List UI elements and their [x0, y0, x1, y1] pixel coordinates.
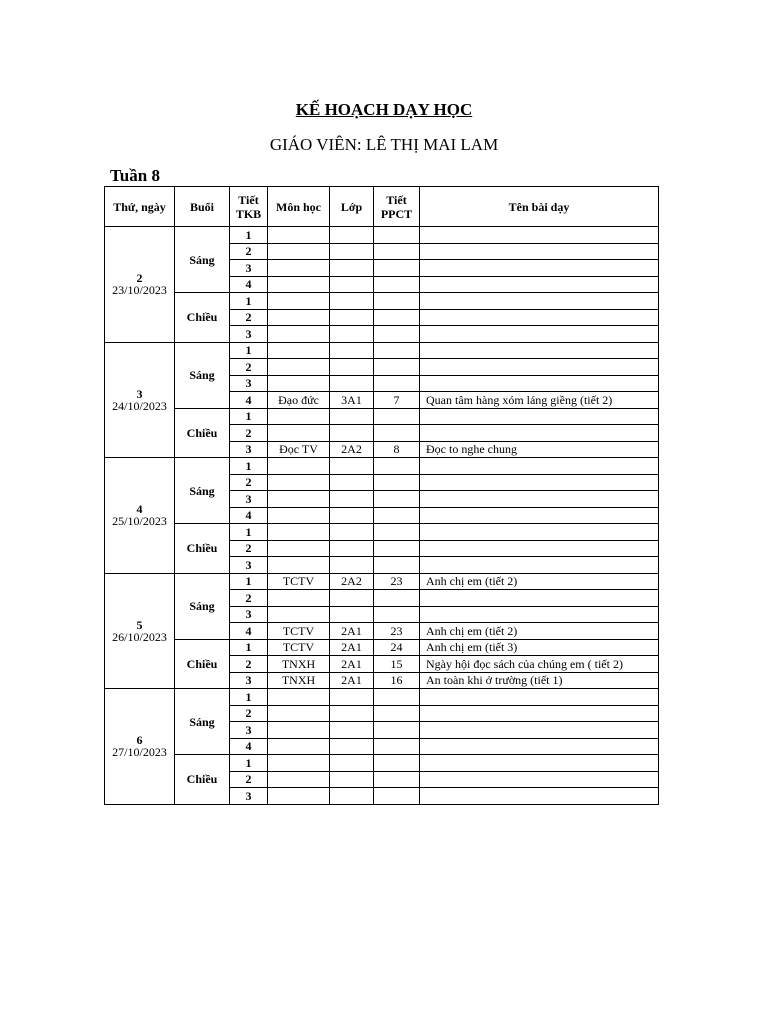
class-cell: [330, 425, 374, 442]
lesson-name-cell: [420, 276, 659, 293]
lesson-name-cell: [420, 491, 659, 508]
lesson-name-cell: [420, 260, 659, 277]
subject-cell: [268, 722, 330, 739]
class-cell: [330, 293, 374, 310]
subject-cell: [268, 243, 330, 260]
lesson-name-cell: [420, 408, 659, 425]
document-title: KẾ HOẠCH DẠY HỌC: [295, 100, 473, 119]
lesson-name-cell: [420, 293, 659, 310]
period-tkb-cell: 2: [230, 540, 268, 557]
lesson-name-cell: An toàn khi ở trường (tiết 1): [420, 672, 659, 689]
period-ppct-cell: [374, 491, 420, 508]
class-cell: 2A1: [330, 656, 374, 673]
class-cell: [330, 359, 374, 376]
subject-cell: TNXH: [268, 672, 330, 689]
class-cell: 2A2: [330, 573, 374, 590]
table-row: [105, 408, 659, 425]
class-cell: [330, 788, 374, 805]
day-cell: [105, 689, 175, 805]
period-tkb-cell: 2: [230, 656, 268, 673]
class-cell: [330, 606, 374, 623]
subject-cell: [268, 491, 330, 508]
period-tkb-cell: 3: [230, 441, 268, 458]
subject-cell: [268, 507, 330, 524]
class-cell: [330, 408, 374, 425]
period-ppct-cell: [374, 606, 420, 623]
period-ppct-cell: 7: [374, 392, 420, 409]
table-row: [105, 524, 659, 541]
subject-cell: [268, 276, 330, 293]
table-row: [105, 573, 659, 590]
table-row: [105, 755, 659, 772]
period-tkb-cell: 1: [230, 293, 268, 310]
class-cell: 2A1: [330, 623, 374, 640]
subject-cell: [268, 293, 330, 310]
session-cell: Chiều: [175, 639, 230, 689]
lesson-plan-table: [104, 186, 659, 805]
period-ppct-cell: [374, 705, 420, 722]
period-ppct-cell: [374, 276, 420, 293]
subject-cell: TCTV: [268, 623, 330, 640]
period-ppct-cell: [374, 474, 420, 491]
day-date: 25/10/2023: [112, 514, 167, 529]
lesson-name-cell: [420, 326, 659, 343]
period-tkb-cell: 2: [230, 590, 268, 607]
header-lesson-name: Tên bài dạy: [420, 187, 659, 227]
period-ppct-cell: [374, 689, 420, 706]
weekday-number: 4: [136, 502, 143, 517]
period-ppct-cell: [374, 243, 420, 260]
class-cell: [330, 507, 374, 524]
lesson-name-cell: [420, 359, 659, 376]
lesson-name-cell: [420, 227, 659, 244]
period-tkb-cell: 3: [230, 375, 268, 392]
period-ppct-cell: [374, 540, 420, 557]
class-cell: [330, 342, 374, 359]
lesson-name-cell: Anh chị em (tiết 2): [420, 573, 659, 590]
subject-cell: [268, 458, 330, 475]
lesson-name-cell: [420, 771, 659, 788]
lesson-name-cell: [420, 755, 659, 772]
day-date: 27/10/2023: [112, 745, 167, 760]
class-cell: [330, 771, 374, 788]
class-cell: [330, 540, 374, 557]
period-ppct-cell: [374, 260, 420, 277]
period-tkb-cell: 3: [230, 326, 268, 343]
period-tkb-cell: 2: [230, 309, 268, 326]
subject-cell: [268, 375, 330, 392]
period-ppct-cell: 16: [374, 672, 420, 689]
teacher-name: GIÁO VIÊN: LÊ THỊ MAI LAM: [269, 135, 499, 154]
subject-cell: [268, 788, 330, 805]
class-cell: [330, 309, 374, 326]
period-tkb-cell: 4: [230, 623, 268, 640]
period-ppct-cell: [374, 507, 420, 524]
period-ppct-cell: [374, 557, 420, 574]
subject-cell: [268, 557, 330, 574]
day-date: 23/10/2023: [112, 283, 167, 298]
subject-cell: Đạo đức: [268, 392, 330, 409]
class-cell: [330, 705, 374, 722]
period-ppct-cell: 24: [374, 639, 420, 656]
period-ppct-cell: [374, 408, 420, 425]
subject-cell: [268, 474, 330, 491]
period-tkb-cell: 3: [230, 672, 268, 689]
class-cell: [330, 738, 374, 755]
period-ppct-cell: [374, 227, 420, 244]
period-ppct-cell: [374, 425, 420, 442]
lesson-name-cell: [420, 738, 659, 755]
day-cell: [105, 342, 175, 458]
class-cell: [330, 491, 374, 508]
period-tkb-cell: 4: [230, 738, 268, 755]
subject-cell: [268, 309, 330, 326]
session-cell: Sáng: [175, 342, 230, 408]
class-cell: [330, 689, 374, 706]
period-tkb-cell: 1: [230, 458, 268, 475]
subject-cell: [268, 359, 330, 376]
period-tkb-cell: 2: [230, 705, 268, 722]
subject-cell: TNXH: [268, 656, 330, 673]
class-cell: [330, 722, 374, 739]
class-cell: [330, 524, 374, 541]
subject-cell: [268, 342, 330, 359]
period-ppct-cell: [374, 738, 420, 755]
session-cell: Sáng: [175, 573, 230, 639]
period-tkb-cell: 3: [230, 606, 268, 623]
period-tkb-cell: 4: [230, 507, 268, 524]
lesson-name-cell: Đọc to nghe chung: [420, 441, 659, 458]
day-cell: [105, 573, 175, 689]
header-period-ppct: Tiết PPCT: [374, 187, 420, 227]
class-cell: [330, 260, 374, 277]
period-ppct-cell: [374, 293, 420, 310]
period-ppct-cell: [374, 771, 420, 788]
lesson-name-cell: [420, 705, 659, 722]
header-session: Buổi: [175, 187, 230, 227]
day-cell: [105, 227, 175, 343]
table-row: [105, 639, 659, 656]
lesson-name-cell: [420, 788, 659, 805]
lesson-name-cell: [420, 524, 659, 541]
period-ppct-cell: [374, 342, 420, 359]
class-cell: 3A1: [330, 392, 374, 409]
class-cell: [330, 474, 374, 491]
subject-cell: [268, 738, 330, 755]
period-tkb-cell: 2: [230, 771, 268, 788]
lesson-name-cell: [420, 458, 659, 475]
class-cell: [330, 243, 374, 260]
lesson-name-cell: [420, 342, 659, 359]
period-tkb-cell: 1: [230, 227, 268, 244]
period-ppct-cell: [374, 524, 420, 541]
class-cell: 2A2: [330, 441, 374, 458]
session-cell: Chiều: [175, 524, 230, 574]
period-tkb-cell: 1: [230, 689, 268, 706]
subject-cell: [268, 606, 330, 623]
subject-cell: [268, 260, 330, 277]
class-cell: [330, 227, 374, 244]
period-ppct-cell: [374, 722, 420, 739]
subject-cell: [268, 227, 330, 244]
session-cell: Sáng: [175, 227, 230, 293]
lesson-name-cell: [420, 309, 659, 326]
weekday-number: 2: [136, 271, 143, 286]
period-tkb-cell: 1: [230, 573, 268, 590]
session-cell: Chiều: [175, 408, 230, 458]
session-cell: Sáng: [175, 458, 230, 524]
weekday-number: 5: [136, 617, 143, 632]
period-tkb-cell: 1: [230, 408, 268, 425]
lesson-name-cell: [420, 243, 659, 260]
lesson-name-cell: [420, 689, 659, 706]
day-date: 26/10/2023: [112, 629, 167, 644]
period-ppct-cell: [374, 458, 420, 475]
lesson-name-cell: [420, 425, 659, 442]
week-label: Tuần 8: [110, 166, 160, 185]
table-header-row: [105, 187, 659, 227]
period-tkb-cell: 3: [230, 722, 268, 739]
period-tkb-cell: 3: [230, 557, 268, 574]
day-date: 24/10/2023: [112, 398, 167, 413]
period-ppct-cell: [374, 326, 420, 343]
subject-cell: [268, 408, 330, 425]
header-class: Lớp: [330, 187, 374, 227]
lesson-name-cell: [420, 606, 659, 623]
subject-cell: [268, 590, 330, 607]
period-tkb-cell: 1: [230, 524, 268, 541]
weekday-number: 3: [136, 386, 143, 401]
header-period-tkb: Tiết TKB: [230, 187, 268, 227]
lesson-name-cell: [420, 540, 659, 557]
subject-cell: [268, 524, 330, 541]
class-cell: [330, 590, 374, 607]
period-tkb-cell: 1: [230, 342, 268, 359]
session-cell: Chiều: [175, 755, 230, 805]
class-cell: [330, 326, 374, 343]
class-cell: [330, 557, 374, 574]
period-ppct-cell: [374, 788, 420, 805]
table-body: [105, 227, 659, 805]
lesson-name-cell: Anh chị em (tiết 2): [420, 623, 659, 640]
period-ppct-cell: 15: [374, 656, 420, 673]
class-cell: [330, 755, 374, 772]
lesson-name-cell: [420, 557, 659, 574]
table-row: [105, 458, 659, 475]
period-tkb-cell: 2: [230, 474, 268, 491]
lesson-name-cell: Ngày hội đọc sách của chúng em ( tiết 2): [420, 656, 659, 673]
lesson-name-cell: [420, 375, 659, 392]
weekday-number: 6: [136, 733, 143, 748]
class-cell: 2A1: [330, 672, 374, 689]
period-ppct-cell: 8: [374, 441, 420, 458]
subject-cell: [268, 705, 330, 722]
subject-cell: [268, 689, 330, 706]
lesson-name-cell: Quan tâm hàng xóm láng giềng (tiết 2): [420, 392, 659, 409]
session-cell: Sáng: [175, 689, 230, 755]
lesson-name-cell: [420, 474, 659, 491]
class-cell: [330, 375, 374, 392]
period-ppct-cell: [374, 309, 420, 326]
class-cell: [330, 276, 374, 293]
period-tkb-cell: 1: [230, 639, 268, 656]
table-row: [105, 293, 659, 310]
period-ppct-cell: [374, 375, 420, 392]
table-row: [105, 227, 659, 244]
lesson-name-cell: [420, 722, 659, 739]
period-tkb-cell: 2: [230, 243, 268, 260]
subject-cell: Đọc TV: [268, 441, 330, 458]
class-cell: 2A1: [330, 639, 374, 656]
period-ppct-cell: [374, 359, 420, 376]
period-tkb-cell: 3: [230, 260, 268, 277]
period-tkb-cell: 2: [230, 359, 268, 376]
period-tkb-cell: 2: [230, 425, 268, 442]
period-tkb-cell: 4: [230, 392, 268, 409]
subject-cell: [268, 755, 330, 772]
lesson-name-cell: [420, 590, 659, 607]
header-day: Thứ, ngày: [105, 187, 175, 227]
subject-cell: TCTV: [268, 573, 330, 590]
period-tkb-cell: 4: [230, 276, 268, 293]
subject-cell: [268, 326, 330, 343]
period-ppct-cell: 23: [374, 623, 420, 640]
subject-cell: [268, 540, 330, 557]
period-tkb-cell: 3: [230, 491, 268, 508]
session-cell: Chiều: [175, 293, 230, 343]
header-subject: Môn học: [268, 187, 330, 227]
period-ppct-cell: [374, 590, 420, 607]
period-ppct-cell: 23: [374, 573, 420, 590]
period-tkb-cell: 1: [230, 755, 268, 772]
subject-cell: [268, 771, 330, 788]
table-row: [105, 342, 659, 359]
lesson-name-cell: Anh chị em (tiết 3): [420, 639, 659, 656]
day-cell: [105, 458, 175, 574]
subject-cell: TCTV: [268, 639, 330, 656]
lesson-name-cell: [420, 507, 659, 524]
period-ppct-cell: [374, 755, 420, 772]
table-row: [105, 689, 659, 706]
period-tkb-cell: 3: [230, 788, 268, 805]
class-cell: [330, 458, 374, 475]
subject-cell: [268, 425, 330, 442]
